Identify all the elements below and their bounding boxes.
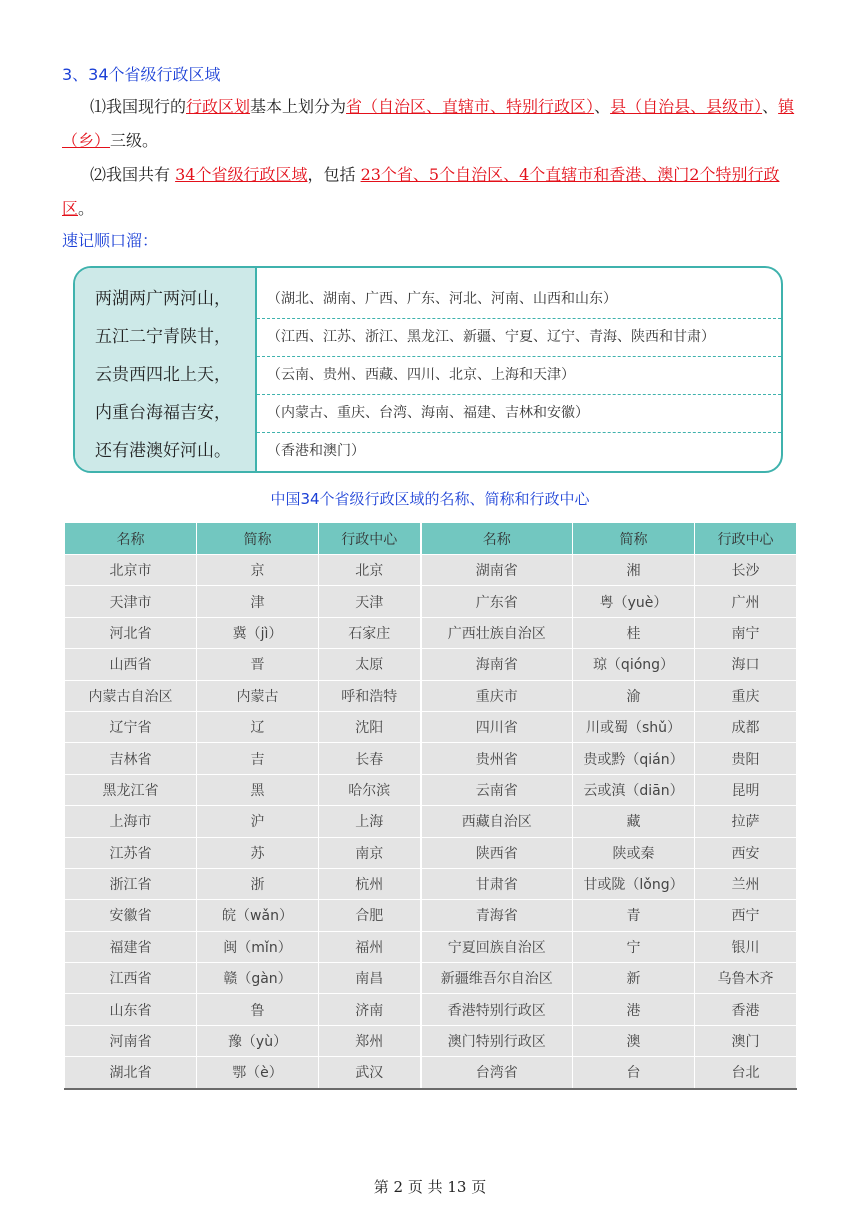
- table-cell: 北京市: [65, 555, 197, 586]
- table-cell: 粤（yuè）: [573, 586, 695, 617]
- p1-text-5: 三级。: [110, 131, 159, 150]
- rhyme-note: （湖北、湖南、广西、广东、河北、河南、山西和山东）: [267, 291, 617, 307]
- table-cell: 山东省: [65, 994, 197, 1025]
- table-cell: 云南省: [421, 774, 573, 805]
- table-row: [65, 931, 797, 962]
- table-cell: 台: [573, 1057, 695, 1089]
- table-cell: 济南: [319, 994, 421, 1025]
- p1-text-1: ⑴我国现行的: [90, 97, 187, 116]
- rhyme-row: [75, 280, 781, 318]
- table-cell: 南宁: [695, 617, 797, 648]
- table-cell: 宁: [573, 931, 695, 962]
- rhyme-line: 云贵西四北上天，: [95, 365, 231, 385]
- table-cell: 闽（mǐn）: [197, 931, 319, 962]
- table-cell: 广东省: [421, 586, 573, 617]
- table-cell: 赣（gàn）: [197, 963, 319, 994]
- table-cell: 京: [197, 555, 319, 586]
- table-cell: 黑: [197, 774, 319, 805]
- table-row: [65, 711, 797, 742]
- rhyme-note: （内蒙古、重庆、台湾、海南、福建、吉林和安徽）: [267, 405, 589, 421]
- table-cell: 苏: [197, 837, 319, 868]
- table-cell: 沪: [197, 806, 319, 837]
- table-cell: 兰州: [695, 868, 797, 899]
- rhyme-note: （香港和澳门）: [267, 443, 365, 459]
- table-cell: 鲁: [197, 994, 319, 1025]
- table-cell: 贵或黔（qián）: [573, 743, 695, 774]
- table-cell: 湖南省: [421, 555, 573, 586]
- table-caption: 中国34个省级行政区域的名称、简称和行政中心: [270, 490, 590, 508]
- table-cell: 江西省: [65, 963, 197, 994]
- p2-highlight-1: 34个省级行政区域: [175, 165, 308, 184]
- table-cell: 北京: [319, 555, 421, 586]
- table-cell: 川或蜀（shǔ）: [573, 711, 695, 742]
- table-cell: 湖北省: [65, 1057, 197, 1089]
- table-cell: 重庆: [695, 680, 797, 711]
- table-cell: 黑龙江省: [65, 774, 197, 805]
- p2-text-3: 。: [78, 199, 95, 218]
- table-cell: 陕或秦: [573, 837, 695, 868]
- column-header: 行政中心: [695, 523, 797, 555]
- column-header: 简称: [197, 523, 319, 555]
- table-cell: 台湾省: [421, 1057, 573, 1089]
- table-cell: 西安: [695, 837, 797, 868]
- table-cell: 江苏省: [65, 837, 197, 868]
- rhyme-line: 内重台海福吉安，: [95, 403, 231, 423]
- table-cell: 云或滇（diān）: [573, 774, 695, 805]
- table-cell: 河北省: [65, 617, 197, 648]
- table-cell: 藏: [573, 806, 695, 837]
- rhyme-row: [75, 432, 781, 470]
- table-cell: 西宁: [695, 900, 797, 931]
- table-cell: 澳: [573, 1025, 695, 1056]
- table-cell: 昆明: [695, 774, 797, 805]
- mnemonic-title: 速记顺口溜：: [62, 231, 159, 250]
- section-heading: 3、34个省级行政区域: [62, 65, 221, 84]
- table-cell: 渝: [573, 680, 695, 711]
- table-cell: 鄂（è）: [197, 1057, 319, 1089]
- table-row: [65, 774, 797, 805]
- table-cell: 拉萨: [695, 806, 797, 837]
- table-cell: 杭州: [319, 868, 421, 899]
- table-row: [65, 994, 797, 1025]
- table-cell: 澳门特别行政区: [421, 1025, 573, 1056]
- table-cell: 青: [573, 900, 695, 931]
- table-cell: 武汉: [319, 1057, 421, 1089]
- table-cell: 海南省: [421, 649, 573, 680]
- table-header-row: [65, 523, 797, 555]
- table-row: [65, 649, 797, 680]
- table-cell: 冀（jì）: [197, 617, 319, 648]
- table-cell: 皖（wǎn）: [197, 900, 319, 931]
- table-cell: 西藏自治区: [421, 806, 573, 837]
- table-cell: 重庆市: [421, 680, 573, 711]
- table-cell: 新: [573, 963, 695, 994]
- paragraph-2: [62, 158, 802, 226]
- page-footer: 第 2 页 共 13 页: [373, 1178, 487, 1196]
- table-cell: 甘或陇（lǒng）: [573, 868, 695, 899]
- table-cell: 四川省: [421, 711, 573, 742]
- table-row: [65, 555, 797, 586]
- rhyme-row: [75, 356, 781, 394]
- table-cell: 长春: [319, 743, 421, 774]
- table-row: [65, 1057, 797, 1089]
- table-cell: 石家庄: [319, 617, 421, 648]
- p2-text-1: ⑵我国共有: [90, 165, 176, 184]
- table-cell: 太原: [319, 649, 421, 680]
- table-cell: 安徽省: [65, 900, 197, 931]
- table-cell: 青海省: [421, 900, 573, 931]
- table-cell: 山西省: [65, 649, 197, 680]
- table-cell: 乌鲁木齐: [695, 963, 797, 994]
- p2-highlight-2: 23个省、5个自治区、4个直辖市和香港、澳门2个特别行政区: [62, 165, 780, 218]
- table-row: [65, 806, 797, 837]
- table-cell: 合肥: [319, 900, 421, 931]
- table-cell: 河南省: [65, 1025, 197, 1056]
- p2-text-2: ，包括: [307, 165, 361, 184]
- rhyme-line: 还有港澳好河山。: [95, 441, 231, 461]
- table-cell: 银川: [695, 931, 797, 962]
- table-row: [65, 1025, 797, 1056]
- table-cell: 吉林省: [65, 743, 197, 774]
- table-cell: 上海: [319, 806, 421, 837]
- table-cell: 新疆维吾尔自治区: [421, 963, 573, 994]
- table-cell: 澳门: [695, 1025, 797, 1056]
- table-cell: 浙江省: [65, 868, 197, 899]
- table-cell: 内蒙古: [197, 680, 319, 711]
- table-cell: 广西壮族自治区: [421, 617, 573, 648]
- column-header: 简称: [573, 523, 695, 555]
- province-table: [64, 522, 797, 1090]
- rhyme-line: 两湖两广两河山，: [95, 289, 231, 309]
- p1-text-4: 、: [762, 97, 779, 116]
- table-cell: 福州: [319, 931, 421, 962]
- table-row: [65, 900, 797, 931]
- table-cell: 辽宁省: [65, 711, 197, 742]
- table-cell: 琼（qióng）: [573, 649, 695, 680]
- table-cell: 甘肃省: [421, 868, 573, 899]
- table-cell: 桂: [573, 617, 695, 648]
- table-cell: 豫（yù）: [197, 1025, 319, 1056]
- table-cell: 浙: [197, 868, 319, 899]
- table-cell: 津: [197, 586, 319, 617]
- table-cell: 贵阳: [695, 743, 797, 774]
- rhyme-note: （云南、贵州、西藏、四川、北京、上海和天津）: [267, 367, 575, 383]
- table-cell: 广州: [695, 586, 797, 617]
- rhyme-line: 五江二宁青陕甘，: [95, 327, 231, 347]
- table-cell: 南京: [319, 837, 421, 868]
- table-cell: 晋: [197, 649, 319, 680]
- table-cell: 香港: [695, 994, 797, 1025]
- p1-highlight-2: 省（自治区、直辖市、特别行政区）: [346, 97, 595, 116]
- table-cell: 呼和浩特: [319, 680, 421, 711]
- column-header: 名称: [65, 523, 197, 555]
- table-row: [65, 680, 797, 711]
- p1-text-2: 基本上划分为: [250, 97, 347, 116]
- table-cell: 宁夏回族自治区: [421, 931, 573, 962]
- table-row: [65, 837, 797, 868]
- table-cell: 天津市: [65, 586, 197, 617]
- column-header: 名称: [421, 523, 573, 555]
- table-cell: 香港特别行政区: [421, 994, 573, 1025]
- table-cell: 陕西省: [421, 837, 573, 868]
- rhyme-row: [75, 318, 781, 356]
- rhyme-row: [75, 394, 781, 432]
- p1-highlight-1: 行政区划: [186, 97, 251, 116]
- table-body: [65, 555, 797, 1089]
- table-row: [65, 963, 797, 994]
- table-cell: 沈阳: [319, 711, 421, 742]
- p1-highlight-4: 镇（乡）: [62, 97, 795, 150]
- table-cell: 辽: [197, 711, 319, 742]
- table-cell: 长沙: [695, 555, 797, 586]
- table-cell: 吉: [197, 743, 319, 774]
- table-cell: 内蒙古自治区: [65, 680, 197, 711]
- p1-text-3: 、: [594, 97, 611, 116]
- paragraph-1: [62, 90, 802, 158]
- table-cell: 郑州: [319, 1025, 421, 1056]
- table-cell: 上海市: [65, 806, 197, 837]
- table-row: [65, 743, 797, 774]
- table-cell: 海口: [695, 649, 797, 680]
- table-cell: 南昌: [319, 963, 421, 994]
- table-cell: 成都: [695, 711, 797, 742]
- table-cell: 福建省: [65, 931, 197, 962]
- rhyme-box: [73, 266, 783, 473]
- column-header: 行政中心: [319, 523, 421, 555]
- table-cell: 天津: [319, 586, 421, 617]
- p1-highlight-3: 县（自治县、县级市）: [610, 97, 763, 116]
- table-cell: 台北: [695, 1057, 797, 1089]
- table-cell: 哈尔滨: [319, 774, 421, 805]
- table-row: [65, 617, 797, 648]
- table-row: [65, 586, 797, 617]
- table-cell: 港: [573, 994, 695, 1025]
- table-cell: 湘: [573, 555, 695, 586]
- table-cell: 贵州省: [421, 743, 573, 774]
- table-row: [65, 868, 797, 899]
- rhyme-note: （江西、江苏、浙江、黑龙江、新疆、宁夏、辽宁、青海、陕西和甘肃）: [267, 329, 715, 345]
